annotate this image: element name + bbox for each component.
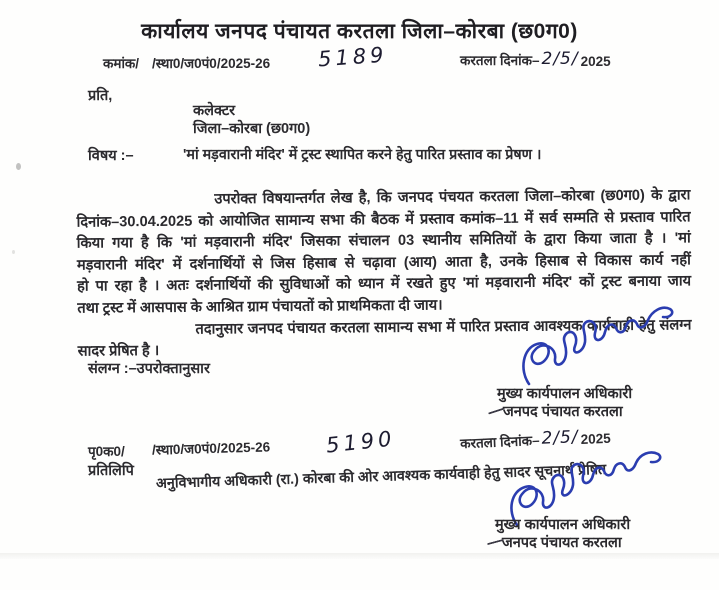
- date-handwritten: 2/5/: [541, 427, 580, 449]
- place-date-label: करतला दिनांक–: [459, 432, 540, 452]
- body-line: सादर प्रेषित है ।: [77, 343, 160, 360]
- body-line: किया गया है कि 'मां मड़वारानी मंदिर' जिसका संचालन 03 स्थानीय समितियों के द्वारा किया जाता है । 'मां: [76, 230, 691, 252]
- body-line: उपरोक्त विषयान्तर्गत लेख है, कि जनपद पंचयत करतला जिला–कोरबा (छ0ग0) के द्वारा: [214, 187, 691, 208]
- endorsement-number-handwritten: 5190: [324, 426, 397, 458]
- body-line: दिनांक–30.04.2025 को आयोजित सामान्य सभा की बैठक में प्रस्ताव कमांक–11 में सर्व सम्मति से प्रस्ताव पारित: [76, 208, 691, 231]
- signature-scribble-icon: [515, 296, 675, 391]
- place-date-label: करतला दिनांक–: [460, 53, 540, 68]
- body-line: हो पा रहा है । अतः दर्शनार्थियों की सुविधाओं को ध्यान में रखते हुए 'मां मड़वारानी मंदिर' कों ट्रस्ट बनाया जाय: [77, 273, 692, 296]
- date-year: 2025: [580, 430, 612, 448]
- subject-label: विषय :–: [88, 148, 134, 164]
- addressee-address: जिला–कोरबा (छ0ग0): [193, 121, 311, 137]
- ref-number-series: /स्था0/ज0पं0/2025-26: [152, 56, 271, 71]
- scan-artifact-streak: [0, 553, 719, 559]
- endorsement-number-series: /स्था0/ज0पं0/2025-26: [151, 439, 271, 458]
- endorsement-number-label: पृ0क0/: [88, 444, 125, 459]
- subject-text: 'मां मड़वारानी मंदिर' में ट्रस्ट स्थापित करने हेतु पारित प्रस्ताव का प्रेषण ।: [183, 147, 542, 163]
- signatory-designation: मुख्य कार्यपालन अधिकारी: [495, 517, 631, 533]
- signatory-office: जनपद पंचायत करतला: [503, 404, 623, 420]
- body-line: तथा ट्रस्ट में आसपास के आश्रित ग्राम पंचायतों को प्राथमिकता दी जाय।: [77, 297, 443, 317]
- date-year: 2025: [580, 54, 611, 69]
- scan-smudge: [16, 163, 21, 170]
- body-line: मड़वारानी मंदिर' में दर्शनार्थियों से जिस हिसाब से चढ़ावा (आय) आता है, उनके हिसाब से विकास कार्य नहीं: [76, 252, 691, 274]
- signatory-designation: मुख्य कार्यपालन अधिकारी: [497, 386, 633, 402]
- salutation: प्रति,: [88, 88, 113, 104]
- letterhead-title: कार्यालय जनपद पंचायत करतला जिला–कोरबा (छ0ग0): [141, 20, 578, 43]
- body-line: तदानुसार जनपद पंचायत करतला सामान्य सभा में पारित प्रस्ताव आवश्यक कार्यवाही हेतु संलग्न: [195, 316, 692, 338]
- ref-number-handwritten: 5189: [317, 42, 389, 72]
- addressee-name: कलेक्टर: [193, 103, 236, 119]
- ref-number-label: कमांक/: [103, 56, 140, 71]
- signatory-office: जनपद पंचायत करतला: [502, 535, 622, 551]
- date-handwritten: 2/5/: [541, 49, 579, 69]
- scan-smudge: [12, 250, 15, 254]
- place-date-row-top: [460, 49, 611, 69]
- enclosure-note: संलग्न :–उपरोक्तानुसार: [88, 361, 210, 377]
- copy-text: अनुविभागीय अधिकारी (रा.) कोरबा की ओर आवश्यक कार्यवाही हेतु सादर सूचनार्थ प्रेषित: [155, 461, 607, 492]
- signature-1: [515, 296, 675, 396]
- copy-label: प्रतिलिपि: [88, 463, 134, 479]
